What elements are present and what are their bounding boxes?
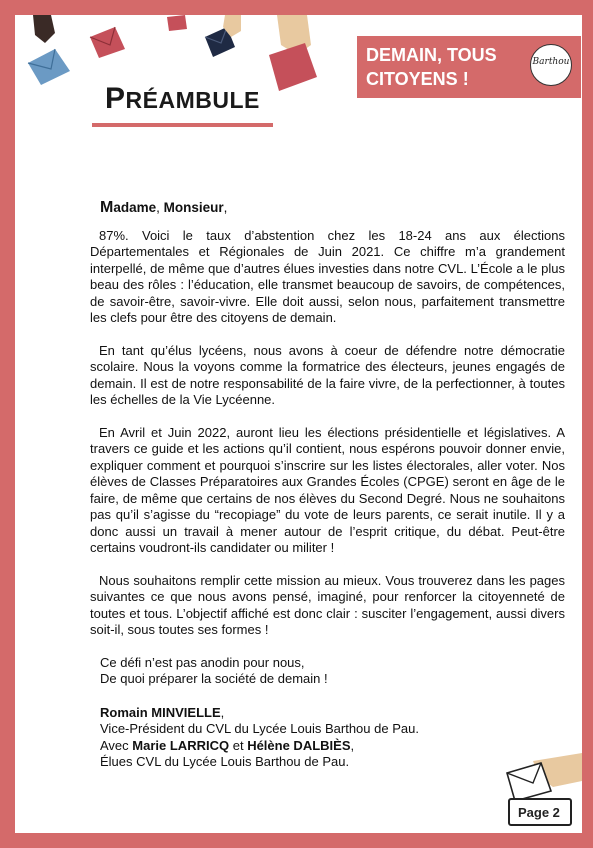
paragraph-2: En tant qu’élus lycéens, nous avons à coeur de défendre notre démocratie scolaire. Nous la voyons comme la formatrice des électeurs, jeunes engagés de demain. Il est de notre responsabilité de la faire vivre, de la perfectionner, à toutes les échelles de la Vie Lycéenne.: [90, 342, 565, 407]
closing-line-1: Ce défi n’est pas anodin pour nous,: [100, 654, 305, 670]
closing: [100, 655, 565, 688]
page-title: PRÉAMBULE: [105, 82, 260, 115]
salutation: Madame, Monsieur,: [100, 199, 228, 216]
blue-envelope-icon: [28, 49, 70, 85]
signature-line-1: Romain MINVIELLE,: [100, 704, 225, 720]
light-hand-icon: [269, 15, 317, 91]
hand-envelope-illustration: [493, 751, 582, 801]
paragraph-4: Nous souhaitons remplir cette mission au mieux. Vous trouverez dans les pages suivantes ce que nous avons pensé, imaginé, pour renforcer la citoyenneté de toutes et tous. L’objectif affiché est donc clair : susciter l’engagement, aussi divers soit-il, sous toutes ses formes !: [90, 572, 565, 637]
signature-role-2: Élues CVL du Lycée Louis Barthou de Pau.: [100, 754, 350, 769]
banner-text: DEMAIN, TOUS CITOYENS !: [366, 45, 497, 89]
logo-text: Barthou: [532, 57, 570, 67]
signature-line-2: Avec Marie LARRICQ et Hélène DALBIÈS,: [100, 737, 355, 753]
signature-role: Vice-Président du CVL du Lycée Louis Barthou de Pau.: [100, 721, 419, 736]
page-number: Page 2: [518, 805, 560, 820]
paragraph-1: 87%. Voici le taux d’abstention chez les 18-24 ans aux élections Départementales et Régionales de Juin 2021. Ce chiffre m’a grandement interpellé, de même que d’autres élues investies dans notre CVL. L’École a le plus beau des rôles : l’éducation, elle transmet beaucoup de savoirs, de compétences, de savoir-être, savoir-vivre. Elle doit aussi, selon nous, parfaitement transmettre les clefs pour être des citoyens de demain.: [90, 227, 565, 325]
paragraph-3: En Avril et Juin 2022, auront lieu les élections présidentielle et législatives. A travers ce guide et les actions qu’il contient, nous espérons pouvoir donner envie, expliquer comment et pourquoi s’inscrire sur les listes électorales, aller voter. Nos élèves de Classes Préparatoires aux Grandes Écoles (CPGE) seront en âge de le faire, de même que certains de nos élèves du Second Degré. Nous ne souhaitons pas qu’il s’agisse du “recopiage” du vote de leurs parents, ce serait inutile. Il y a donc aussi un travail à mener autour de l’esprit critique, du débat. Peut-être certains voudront-ils candidater ou militer !: [90, 424, 565, 555]
red-envelope-icon: [90, 27, 125, 58]
document-page: [15, 15, 582, 833]
barthou-logo: [530, 44, 572, 86]
navy-envelope-icon: [205, 15, 241, 57]
title-underline: [92, 123, 273, 127]
small-red-envelope-icon: [167, 15, 187, 31]
header-banner: [357, 36, 581, 98]
page-number-tag: [508, 798, 572, 826]
closing-line-2: De quoi préparer la société de demain !: [100, 671, 328, 686]
letter-body: [90, 200, 565, 771]
dark-hand-icon: [33, 15, 55, 43]
